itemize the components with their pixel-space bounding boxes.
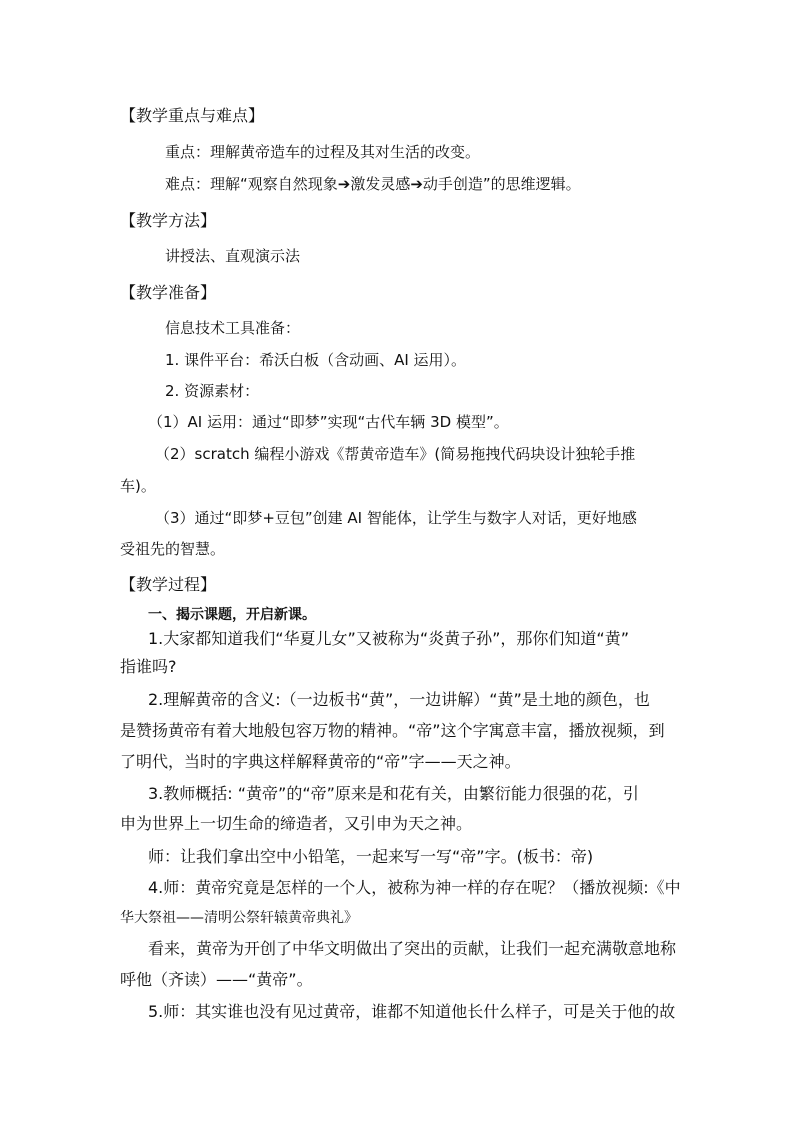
paragraph-5-line-1: 4.师：黄帝究竟是怎样的一个人，被称为神一样的存在呢？（播放视频:《中 bbox=[148, 878, 681, 897]
preparation-sub-3-line-2: 受祖先的智慧。 bbox=[120, 540, 226, 558]
paragraph-6-line-1: 看来，黄帝为开创了中华文明做出了突出的贡献，让我们一起充满敬意地称 bbox=[148, 939, 677, 958]
preparation-heading: 【教学准备】 bbox=[120, 283, 217, 302]
paragraph-7-line-1: 5.师：其实谁也没有见过黄帝，谁都不知道他长什么样子，可是关于他的故 bbox=[148, 1002, 676, 1021]
section-1-title: 一、揭示课题，开启新课。 bbox=[148, 607, 316, 623]
process-heading: 【教学过程】 bbox=[120, 575, 217, 594]
paragraph-2-line-1: 2.理解黄帝的含义:（一边板书“黄”，一边讲解）“黄”是土地的颜色，也 bbox=[148, 690, 650, 709]
difficulty: 难点：理解“观察自然现象➔激发灵感➔动手创造”的思维逻辑。 bbox=[165, 175, 581, 193]
methods-heading: 【教学方法】 bbox=[120, 211, 217, 230]
paragraph-3-line-1: 3.教师概括: “黄帝”的“帝”原来是和花有关，由繁衍能力很强的花，引 bbox=[148, 784, 639, 803]
paragraph-1-line-2: 指谁吗? bbox=[120, 657, 177, 676]
preparation-sub-2-line-1: （2）scratch 编程小游戏《帮黄帝造车》(简易拖拽代码块设计独轮手推 bbox=[155, 445, 636, 463]
paragraph-4: 师：让我们拿出空中小铅笔，一起来写一写“帝”字。(板书：帝) bbox=[148, 847, 594, 866]
paragraph-5-line-2: 华大祭祖——清明公祭轩辕黄帝典礼》 bbox=[120, 910, 358, 926]
preparation-item-2: 2. 资源素材： bbox=[165, 382, 260, 400]
preparation-intro: 信息技术工具准备： bbox=[165, 319, 301, 337]
paragraph-2-line-2: 是赞扬黄帝有着大地般包容万物的精神。“帝”这个字寓意丰富，播放视频，到 bbox=[120, 721, 665, 740]
preparation-sub-1: （1）AI 运用：通过“即梦”实现“古代车辆 3D 模型”。 bbox=[148, 413, 509, 431]
paragraph-3-line-2: 申为世界上一切生命的缔造者，又引申为天之神。 bbox=[120, 814, 473, 833]
methods-text: 讲授法、直观演示法 bbox=[165, 247, 301, 265]
paragraph-2-line-3: 了明代，当时的字典这样解释黄帝的“帝”字——天之神。 bbox=[120, 752, 521, 771]
key-point: 重点：理解黄帝造车的过程及其对生活的改变。 bbox=[165, 143, 481, 161]
preparation-sub-3-line-1: （3）通过“即梦+豆包”创建 AI 智能体，让学生与数字人对话，更好地感 bbox=[155, 509, 637, 527]
focus-heading: 【教学重点与难点】 bbox=[120, 106, 265, 125]
paragraph-1-line-1: 1.大家都知道我们“华夏儿女”又被称为“炎黄子孙”，那你们知道“黄” bbox=[148, 629, 630, 648]
preparation-item-1: 1. 课件平台：希沃白板（含动画、AI 运用）。 bbox=[165, 351, 467, 369]
paragraph-6-line-2: 呼他（齐读）——“黄帝”。 bbox=[120, 970, 313, 989]
preparation-sub-2-line-2: 车)。 bbox=[120, 477, 156, 495]
